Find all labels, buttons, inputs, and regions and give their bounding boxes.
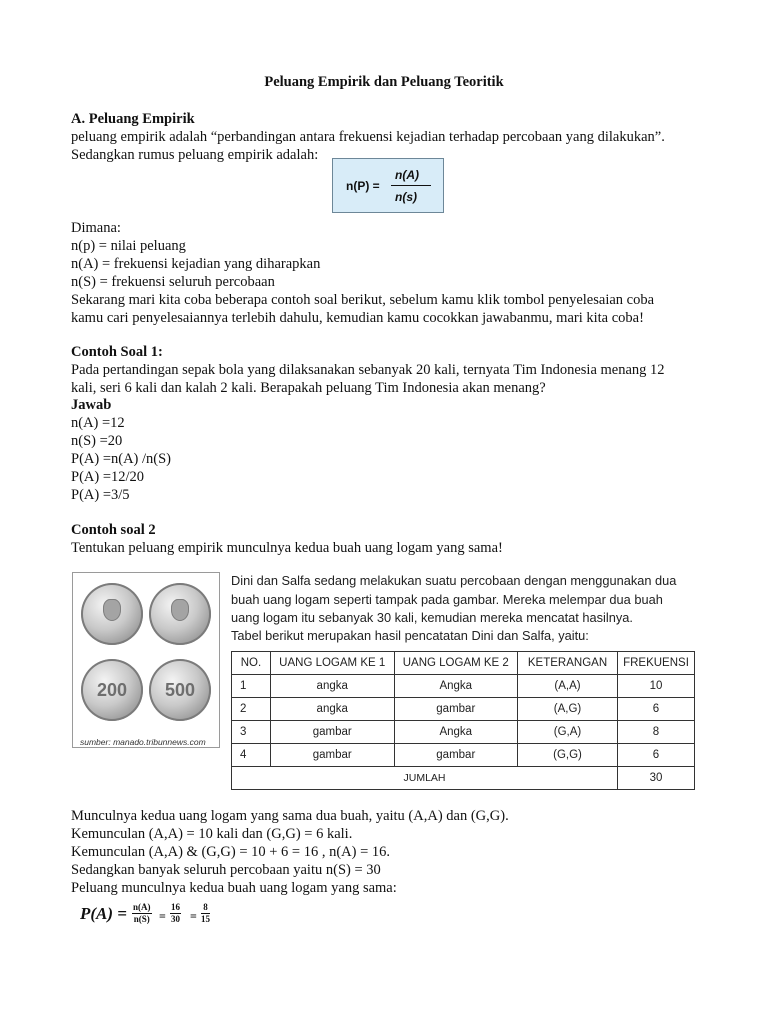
section-a-heading: A. Peluang Empirik (71, 111, 195, 127)
table-header: UANG LOGAM KE 2 (394, 652, 518, 675)
answer-step: n(S) =20 (71, 433, 123, 449)
coin-value: 200 (96, 680, 128, 700)
table-total-row (232, 767, 695, 790)
fraction-8-15 (201, 902, 210, 925)
table-cell: gambar (394, 698, 518, 721)
total-label: JUMLAH (232, 767, 618, 790)
table-row (232, 721, 695, 744)
description-line: Tabel berikut merupakan hasil pencatatan Dini dan Salfa, yaitu: (231, 628, 589, 643)
table-header: NO. (232, 652, 271, 675)
fraction-numerator: 16 (171, 902, 180, 912)
table-cell: (G,G) (518, 744, 618, 767)
solution-line: Sedangkan banyak seluruh percobaan yaitu n(S) = 30 (71, 862, 381, 878)
fraction-denominator: n(S) (133, 914, 150, 924)
table-header: FREKUENSI (617, 652, 694, 675)
example1-heading: Contoh Soal 1: (71, 344, 163, 360)
definition-line: n(p) = nilai peluang (71, 238, 186, 254)
garuda-emblem-icon (103, 599, 121, 621)
table-cell: angka (270, 698, 394, 721)
formula-lhs: P(A) = (80, 904, 127, 923)
answer-step: n(A) =12 (71, 415, 125, 431)
coin-results-table (231, 651, 695, 790)
table-header: UANG LOGAM KE 1 (270, 652, 394, 675)
coin-garuda-icon (149, 583, 211, 645)
fraction-bar (391, 185, 431, 186)
example2-question: Tentukan peluang empirik munculnya kedua buah uang logam yang sama! (71, 540, 503, 556)
coin-garuda-icon (81, 583, 143, 645)
example1-question: Pada pertandingan sepak bola yang dilaksanakan sebanyak 20 kali, ternyata Tim Indonesia menang 12 (71, 362, 665, 378)
table-header-row (232, 652, 695, 675)
solution-line: Munculnya kedua uang logam yang sama dua buah, yaitu (A,A) dan (G,G). (71, 808, 509, 824)
answer-step: P(A) =n(A) /n(S) (71, 451, 171, 467)
answer-label: Jawab (71, 397, 112, 413)
definition-line: Sekarang mari kita coba beberapa contoh soal berikut, sebelum kamu klik tombol penyelesaian coba (71, 292, 655, 308)
table-cell: 8 (617, 721, 694, 744)
table-row (232, 698, 695, 721)
table-cell: 6 (617, 744, 694, 767)
section-a-line: peluang empirik adalah “perbandingan antara frekuensi kejadian terhadap percobaan yang dilakukan”. (71, 129, 665, 145)
description-line: Dini dan Salfa sedang melakukan suatu percobaan dengan menggunakan dua (231, 573, 677, 588)
fraction-denominator: 15 (201, 914, 210, 924)
table-cell: 3 (232, 721, 271, 744)
table-row (232, 744, 695, 767)
page-title: Peluang Empirik dan Peluang Teoritik (264, 74, 504, 90)
table-cell: gambar (270, 744, 394, 767)
description-line: uang logam itu sebanyak 30 kali, kemudian mereka mencatat hasilnya. (231, 610, 633, 625)
table-cell: gambar (394, 744, 518, 767)
coin-value: 500 (164, 680, 196, 700)
empirical-formula-box (332, 158, 444, 213)
fraction-numerator: n(A) (133, 902, 151, 912)
formula-lhs: n(P) = (346, 179, 380, 193)
table-cell: 2 (232, 698, 271, 721)
table-cell: gambar (270, 721, 394, 744)
fraction-numerator: 8 (201, 902, 210, 914)
coin-photo-caption: sumber: manado.tribunnews.com (80, 737, 206, 747)
example1-question: kali, seri 6 kali dan kalah 2 kali. Berapakah peluang Tim Indonesia akan menang? (71, 380, 546, 396)
table-cell: 6 (617, 698, 694, 721)
total-value: 30 (617, 767, 694, 790)
table-header: KETERANGAN (518, 652, 618, 675)
solution-line: Peluang munculnya kedua buah uang logam yang sama: (71, 880, 397, 896)
formula-denominator: n(s) (395, 190, 417, 204)
example2-heading: Contoh soal 2 (71, 522, 156, 538)
table-cell: 4 (232, 744, 271, 767)
table-cell: (A,G) (518, 698, 618, 721)
coin-200-icon (81, 659, 143, 721)
fraction-na-ns (132, 902, 152, 925)
coins-photo (72, 572, 220, 748)
section-a-line: Sedangkan rumus peluang empirik adalah: (71, 147, 319, 163)
equals-sign: = (159, 909, 166, 923)
answer-step: P(A) =3/5 (71, 487, 130, 503)
table-cell: 10 (617, 675, 694, 698)
table-cell: 1 (232, 675, 271, 698)
table-row (232, 675, 695, 698)
table-cell: (A,A) (518, 675, 618, 698)
table-cell: (G,A) (518, 721, 618, 744)
description-line: buah uang logam seperti tampak pada gambar. Mereka melempar dua buah (231, 592, 663, 607)
definition-line: n(S) = frekuensi seluruh percobaan (71, 274, 275, 290)
coin-500-icon (149, 659, 211, 721)
fraction-16-30 (170, 902, 181, 925)
answer-step: P(A) =12/20 (71, 469, 145, 485)
definition-line: kamu cari penyelesaiannya terlebih dahulu, kemudian kamu cocokkan jawabanmu, mari kita coba! (71, 310, 644, 326)
table-cell: angka (270, 675, 394, 698)
solution-line: Kemunculan (A,A) = 10 kali dan (G,G) = 6 kali. (71, 826, 353, 842)
solution-line: Kemunculan (A,A) & (G,G) = 10 + 6 = 16 , n(A) = 16. (71, 844, 391, 860)
fraction-denominator: 30 (171, 914, 180, 924)
definition-line: n(A) = frekuensi kejadian yang diharapkan (71, 256, 321, 272)
table-cell: Angka (394, 675, 518, 698)
formula-numerator: n(A) (395, 168, 419, 182)
equals-sign: = (190, 909, 197, 923)
garuda-emblem-icon (171, 599, 189, 621)
definition-line: Dimana: (71, 220, 121, 236)
table-cell: Angka (394, 721, 518, 744)
